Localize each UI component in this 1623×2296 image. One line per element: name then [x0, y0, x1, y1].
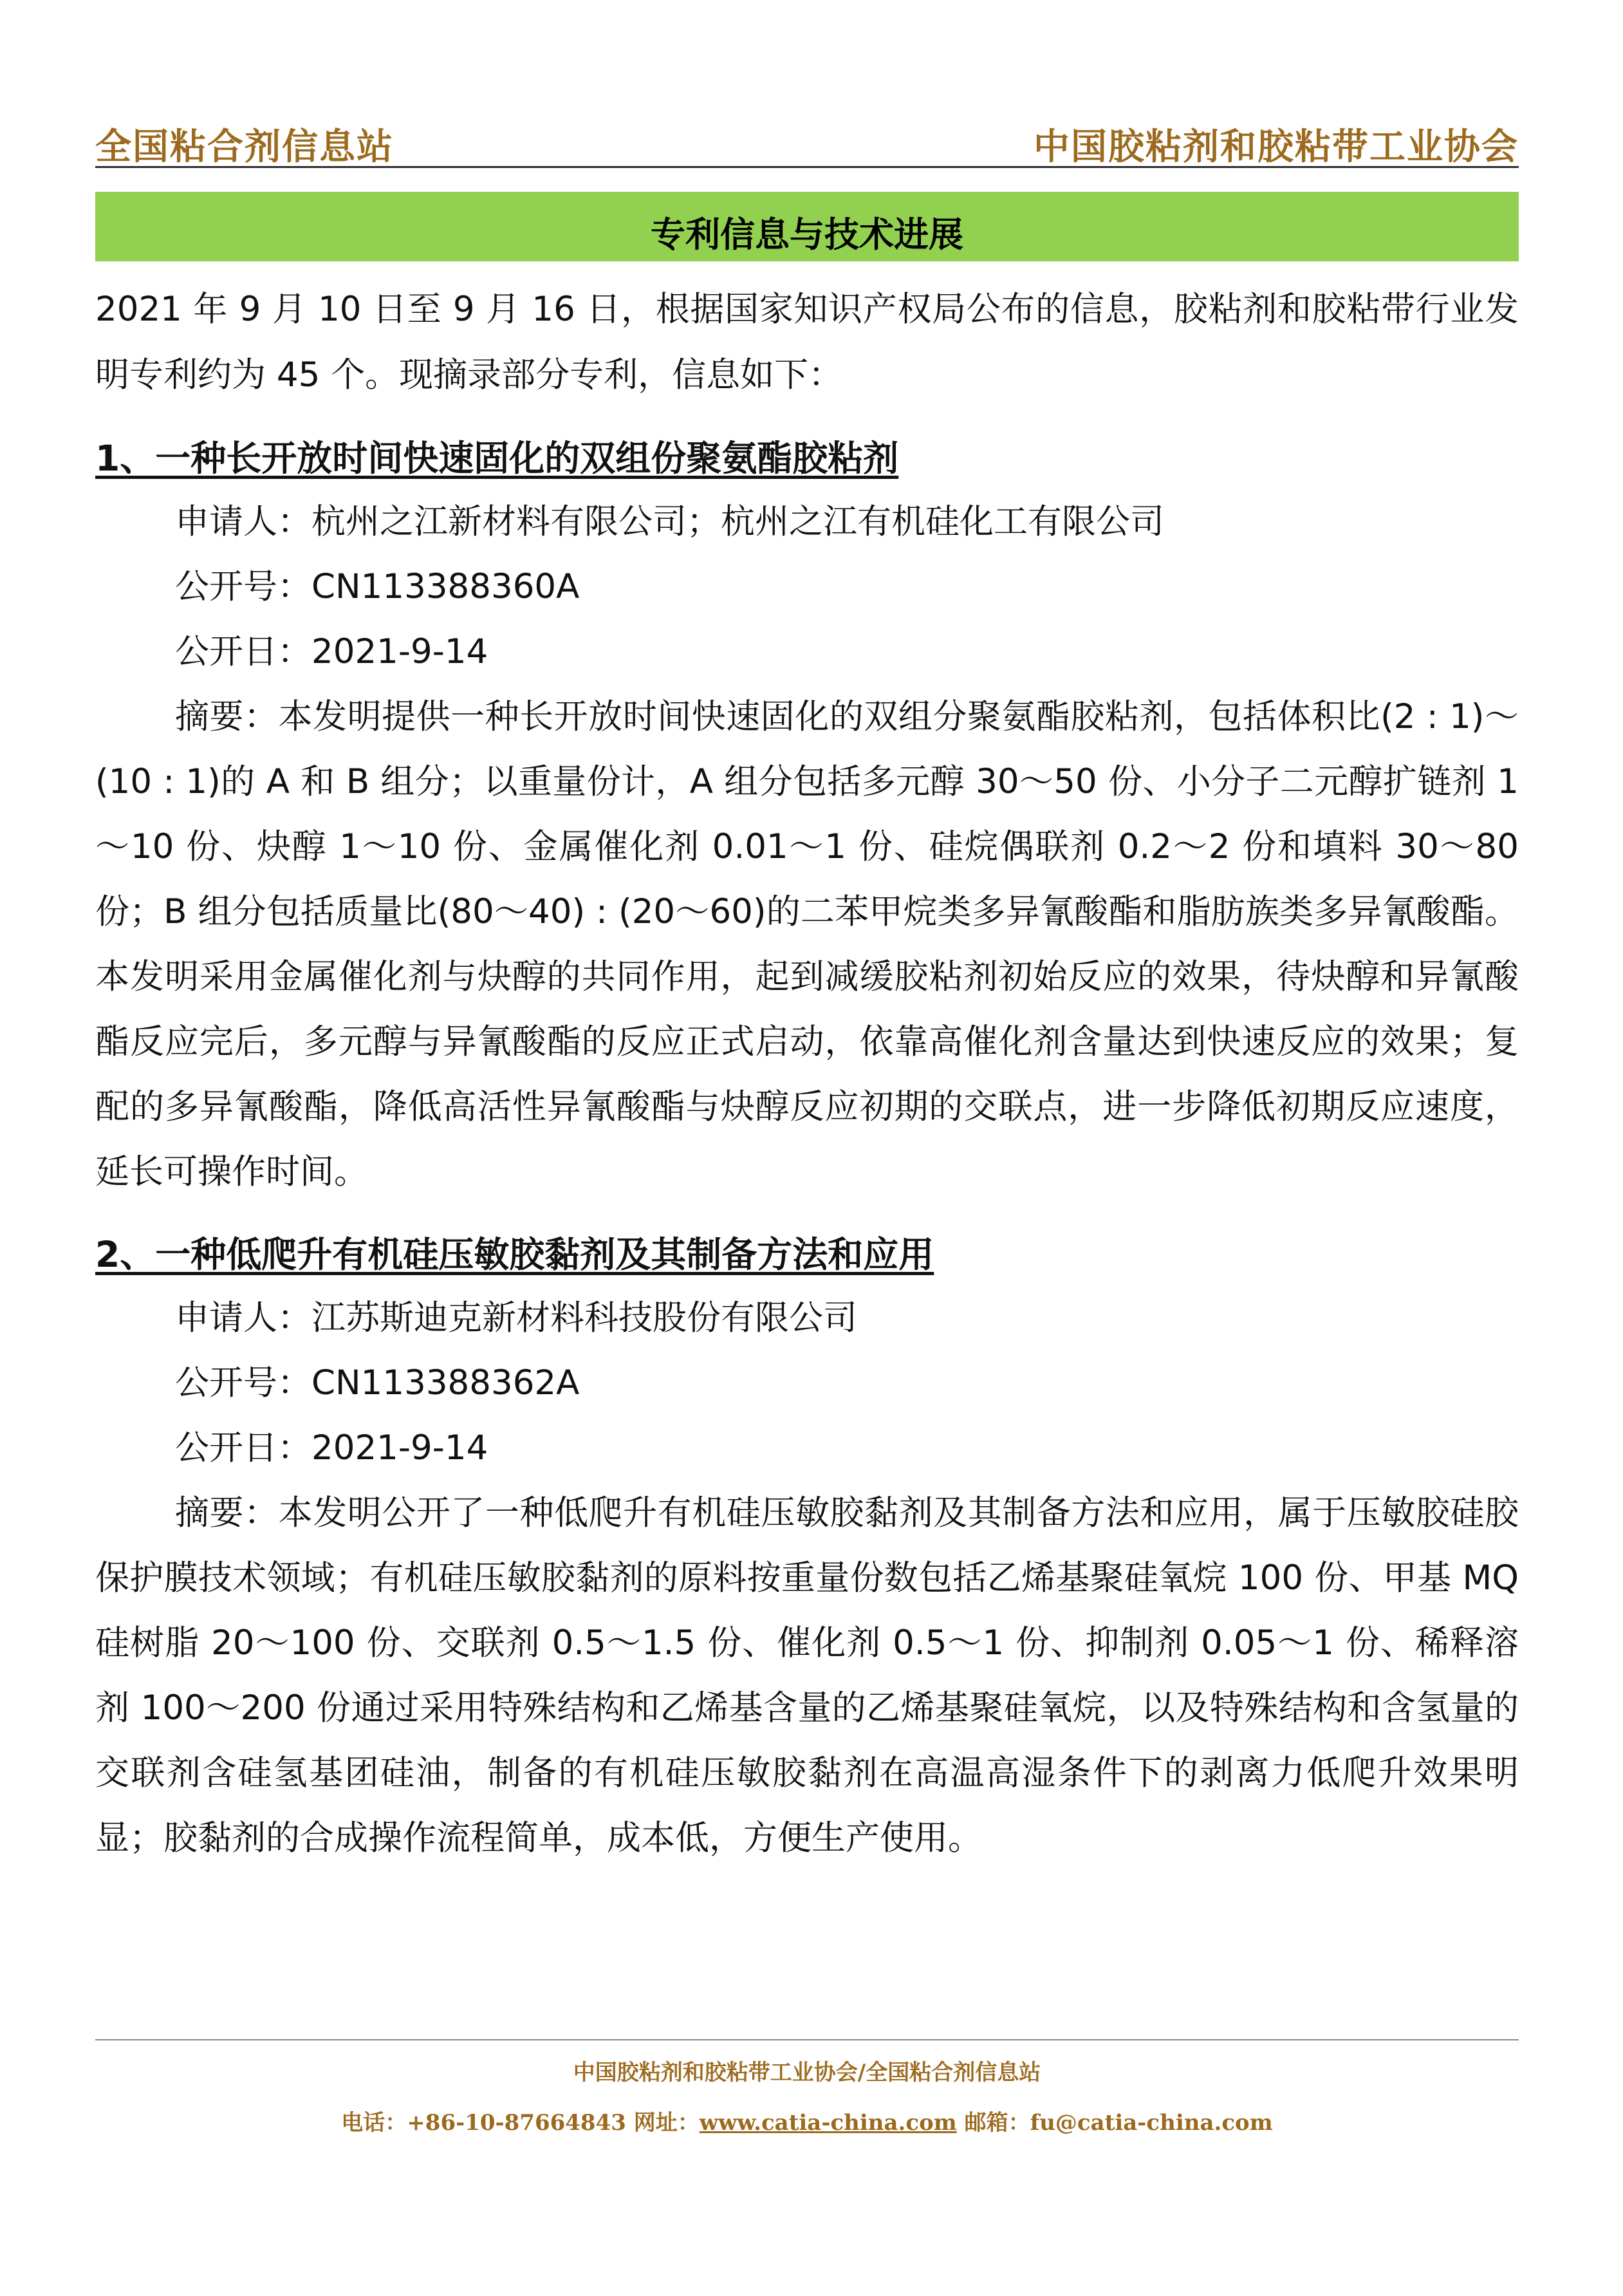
footer-organization: 中国胶粘剂和胶粘带工业协会/全国粘合剂信息站: [573, 2060, 1041, 2086]
patent-pub-date: 公开日：2021-9-14: [175, 632, 488, 671]
footer-contact: [95, 2105, 1519, 2136]
banner-title: 专利信息与技术进展: [651, 214, 963, 255]
footer-email: 邮箱：fu@catia-china.com: [956, 2110, 1273, 2136]
patent-title: 2、一种低爬升有机硅压敏胶黏剂及其制备方法和应用: [95, 1234, 934, 1275]
header-left-title: 全国粘合剂信息站: [95, 126, 394, 168]
patent-abstract: 摘要：本发明公开了一种低爬升有机硅压敏胶黏剂及其制备方法和应用，属于压敏胶硅胶保护膜技术领域；有机硅压敏胶黏剂的原料按重量份数包括乙烯基聚硅氧烷 100 份、甲基 MQ 硅树脂 20～100 份、交联剂 0.5～1.5 份、催化剂 0.5～1 份、抑制剂 0.05～1 份、稀释溶剂 100～200 份通过采用特殊结构和乙烯基含量的乙烯基聚硅氧烷，以及特殊结构和含氢量的交联剂含硅氢基团硅油，制备的有机硅压敏胶黏剂在高温高湿条件下的剥离力低爬升效果明显；胶黏剂的合成操作流程简单，成本低，方便生产使用。: [95, 1493, 1519, 1858]
patent-applicant: 申请人：江苏斯迪克新材料科技股份有限公司: [175, 1298, 857, 1338]
section-banner: [95, 192, 1519, 261]
patent-pub-date: 公开日：2021-9-14: [175, 1428, 488, 1468]
patent-applicant: 申请人：杭州之江新材料有限公司；杭州之江有机硅化工有限公司: [175, 502, 1164, 541]
footer-phone: 电话：+86-10-87664843 网址：: [341, 2110, 700, 2136]
website-link[interactable]: www.catia-china.com: [699, 2110, 957, 2136]
patent-abstract: 摘要：本发明提供一种长开放时间快速固化的双组分聚氨酯胶粘剂，包括体积比(2 : 1)～(10 : 1)的 A 和 B 组分；以重量份计，A 组分包括多元醇 30～50 份、小分子二元醇扩链剂 1～10 份、炔醇 1～10 份、金属催化剂 0.01～1 份、硅烷偶联剂 0.2～2 份和填料 30～80 份；B 组分包括质量比(80～40) : (20～60)的二苯甲烷类多异氰酸酯和脂肪族类多异氰酸酯。本发明采用金属催化剂与炔醇的共同作用，起到减缓胶粘剂初始反应的效果，待炔醇和异氰酸酯反应完后，多元醇与异氰酸酯的反应正式启动，依靠高催化剂含量达到快速反应的效果；复配的多异氰酸酯，降低高活性异氰酸酯与炔醇反应初期的交联点，进一步降低初期反应速度，延长可操作时间。: [95, 697, 1519, 1191]
patent-entry-1: [95, 427, 1519, 1204]
patent-pub-no: 公开号：CN113388362A: [175, 1363, 580, 1403]
patent-pub-no: 公开号：CN113388360A: [175, 567, 580, 606]
page-header: [95, 115, 1519, 168]
document-body: [95, 277, 1519, 1877]
page-footer: [95, 2039, 1519, 2136]
header-right-title: 中国胶粘剂和胶粘带工业协会: [1034, 126, 1519, 168]
patent-entry-2: [95, 1224, 1519, 1871]
intro-paragraph: 2021 年 9 月 10 日至 9 月 16 日，根据国家知识产权局公布的信息，胶粘剂和胶粘带行业发明专利约为 45 个。现摘录部分专利，信息如下：: [95, 290, 1519, 395]
patent-title: 1、一种长开放时间快速固化的双组份聚氨酯胶粘剂: [95, 438, 899, 479]
